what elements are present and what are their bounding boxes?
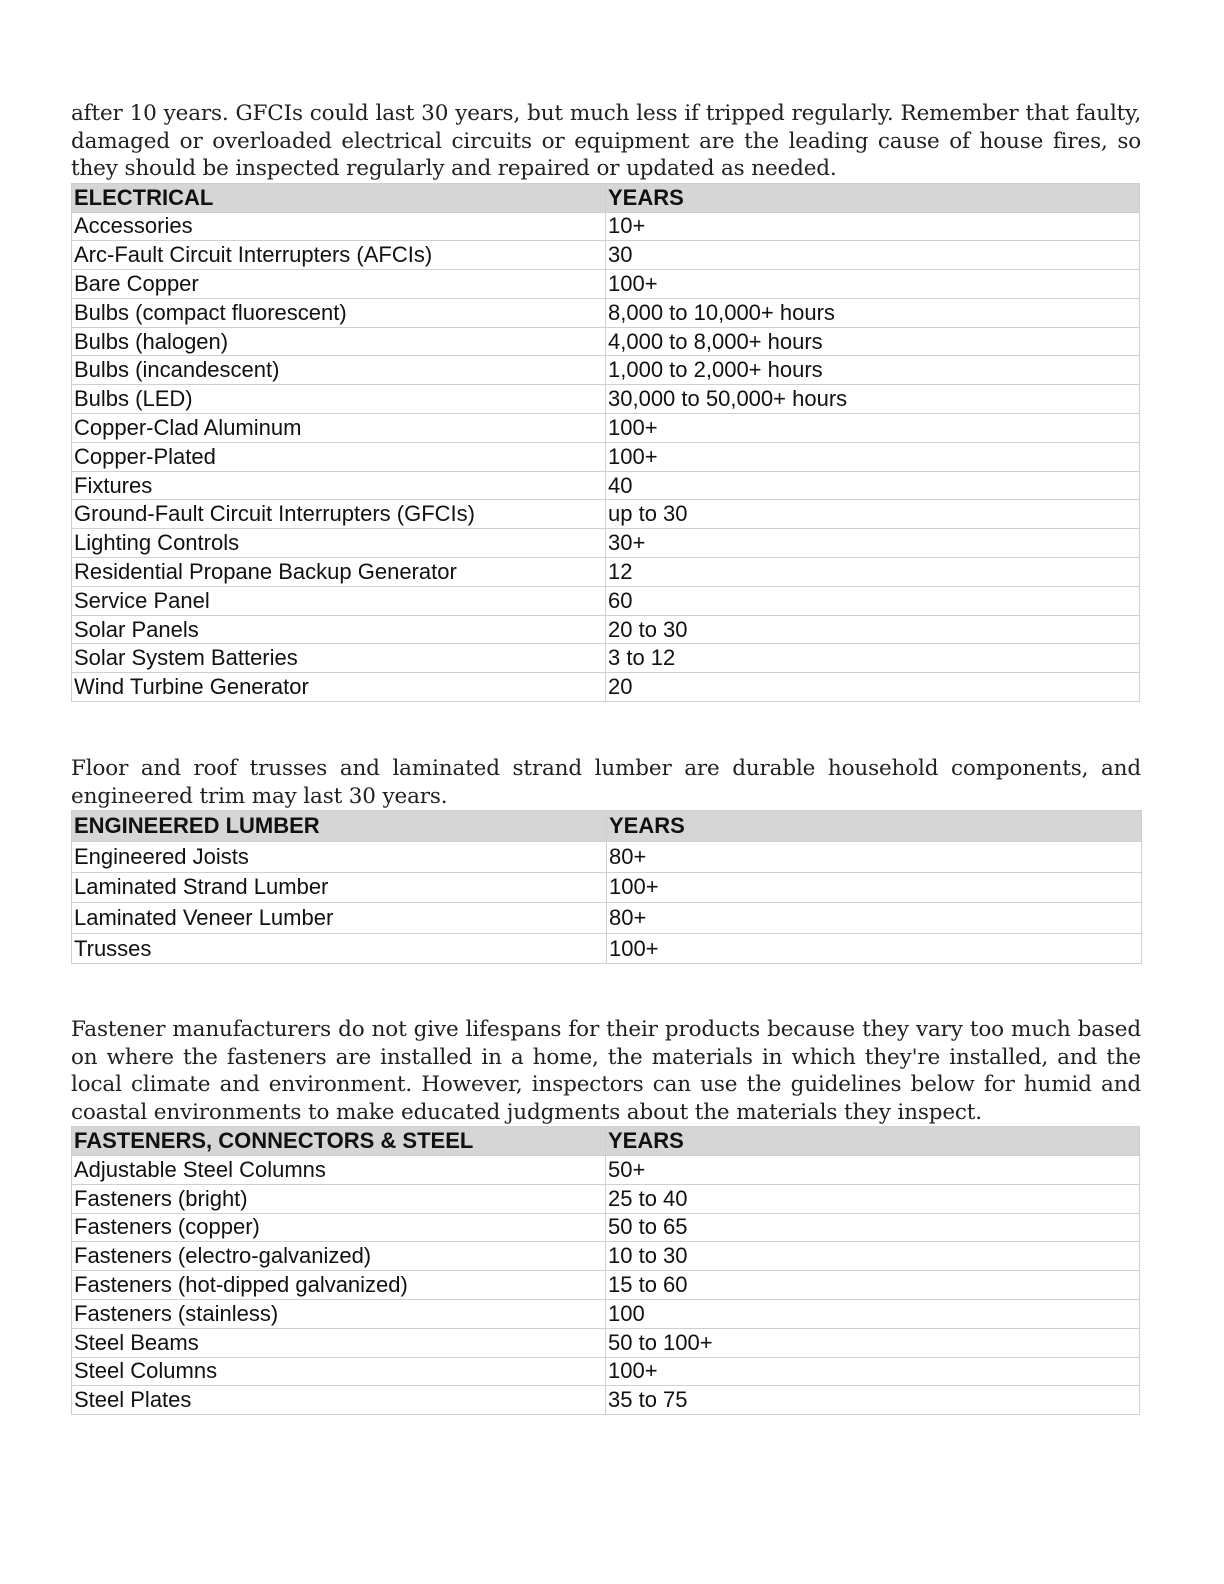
table-row <box>72 872 1142 903</box>
item-name-cell: Copper-Clad Aluminum <box>72 414 606 443</box>
table-row <box>72 1242 1140 1271</box>
years-cell: 50 to 65 <box>606 1213 1140 1242</box>
years-cell: 12 <box>606 558 1140 587</box>
table-row <box>72 385 1140 414</box>
column-header-category: FASTENERS, CONNECTORS & STEEL <box>72 1127 606 1156</box>
item-name-cell: Steel Beams <box>72 1328 606 1357</box>
table-row <box>72 933 1142 964</box>
years-cell: 30+ <box>606 529 1140 558</box>
years-cell: 100+ <box>606 442 1140 471</box>
years-cell: 3 to 12 <box>606 644 1140 673</box>
years-cell: 100+ <box>606 1357 1140 1386</box>
column-header-years: YEARS <box>606 183 1140 212</box>
electrical-intro-paragraph: after 10 years. GFCIs could last 30 years, but much less if tripped regularly. Remember that faulty, damaged or overloaded electrical circuits or equipment are the leading cause of house fires, so they should be inspected regularly and repaired or updated as needed. <box>71 101 1141 181</box>
item-name-cell: Fasteners (bright) <box>72 1184 606 1213</box>
table-row <box>72 1328 1140 1357</box>
years-cell: 1,000 to 2,000+ hours <box>606 356 1140 385</box>
electrical-section <box>71 100 1141 702</box>
table-row <box>72 1156 1140 1185</box>
table-row <box>72 212 1140 241</box>
table-row <box>72 356 1140 385</box>
item-name-cell: Fasteners (hot-dipped galvanized) <box>72 1271 606 1300</box>
item-name-cell: Service Panel <box>72 586 606 615</box>
engineered-lumber-section <box>71 755 1141 964</box>
years-cell: 40 <box>606 471 1140 500</box>
years-cell: 15 to 60 <box>606 1271 1140 1300</box>
years-cell: 50 to 100+ <box>606 1328 1140 1357</box>
column-header-years: YEARS <box>607 811 1142 842</box>
table-header-row <box>72 811 1142 842</box>
fasteners-intro-paragraph: Fastener manufacturers do not give lifespans for their products because they vary too much based on where the fasteners are installed in a home, the materials in which they're installed, and the local climate and environment. However, inspectors can use the guidelines below for humid and coastal environments to make educated judgments about the materials they inspect. <box>71 1017 1141 1125</box>
years-cell: 100+ <box>607 872 1142 903</box>
column-header-years: YEARS <box>606 1127 1140 1156</box>
years-cell: 30,000 to 50,000+ hours <box>606 385 1140 414</box>
engineered-lumber-intro-paragraph: Floor and roof trusses and laminated strand lumber are durable household components, and engineered trim may last 30 years. <box>71 756 1141 809</box>
item-name-cell: Steel Plates <box>72 1386 606 1415</box>
years-cell: 4,000 to 8,000+ hours <box>606 327 1140 356</box>
column-header-category: ENGINEERED LUMBER <box>72 811 607 842</box>
fasteners-table <box>71 1126 1140 1415</box>
item-name-cell: Bulbs (LED) <box>72 385 606 414</box>
years-cell: 80+ <box>607 903 1142 934</box>
item-name-cell: Laminated Veneer Lumber <box>72 903 607 934</box>
table-row <box>72 414 1140 443</box>
years-cell: 100 <box>606 1299 1140 1328</box>
table-row <box>72 673 1140 702</box>
years-cell: 35 to 75 <box>606 1386 1140 1415</box>
item-name-cell: Fasteners (copper) <box>72 1213 606 1242</box>
table-row <box>72 471 1140 500</box>
table-row <box>72 644 1140 673</box>
item-name-cell: Bare Copper <box>72 270 606 299</box>
item-name-cell: Fixtures <box>72 471 606 500</box>
table-row <box>72 1271 1140 1300</box>
item-name-cell: Accessories <box>72 212 606 241</box>
years-cell: 10+ <box>606 212 1140 241</box>
years-cell: 20 <box>606 673 1140 702</box>
years-cell: 100+ <box>606 270 1140 299</box>
item-name-cell: Arc-Fault Circuit Interrupters (AFCIs) <box>72 241 606 270</box>
engineered-lumber-table <box>71 810 1142 964</box>
item-name-cell: Bulbs (incandescent) <box>72 356 606 385</box>
item-name-cell: Trusses <box>72 933 607 964</box>
years-cell: 20 to 30 <box>606 615 1140 644</box>
table-row <box>72 903 1142 934</box>
table-row <box>72 327 1140 356</box>
years-cell: up to 30 <box>606 500 1140 529</box>
table-row <box>72 298 1140 327</box>
years-cell: 80+ <box>607 842 1142 873</box>
table-row <box>72 241 1140 270</box>
item-name-cell: Wind Turbine Generator <box>72 673 606 702</box>
item-name-cell: Adjustable Steel Columns <box>72 1156 606 1185</box>
item-name-cell: Solar Panels <box>72 615 606 644</box>
electrical-table <box>71 183 1140 703</box>
table-row <box>72 1213 1140 1242</box>
item-name-cell: Ground-Fault Circuit Interrupters (GFCIs) <box>72 500 606 529</box>
table-row <box>72 1357 1140 1386</box>
years-cell: 100+ <box>607 933 1142 964</box>
years-cell: 10 to 30 <box>606 1242 1140 1271</box>
years-cell: 60 <box>606 586 1140 615</box>
table-header-row <box>72 183 1140 212</box>
item-name-cell: Residential Propane Backup Generator <box>72 558 606 587</box>
item-name-cell: Bulbs (compact fluorescent) <box>72 298 606 327</box>
table-row <box>72 500 1140 529</box>
fasteners-section <box>71 1016 1141 1415</box>
item-name-cell: Laminated Strand Lumber <box>72 872 607 903</box>
table-row <box>72 842 1142 873</box>
item-name-cell: Solar System Batteries <box>72 644 606 673</box>
years-cell: 50+ <box>606 1156 1140 1185</box>
years-cell: 8,000 to 10,000+ hours <box>606 298 1140 327</box>
fasteners-table-body <box>72 1156 1140 1415</box>
item-name-cell: Copper-Plated <box>72 442 606 471</box>
item-name-cell: Lighting Controls <box>72 529 606 558</box>
item-name-cell: Fasteners (electro-galvanized) <box>72 1242 606 1271</box>
table-row <box>72 615 1140 644</box>
table-row <box>72 270 1140 299</box>
column-header-category: ELECTRICAL <box>72 183 606 212</box>
table-row <box>72 586 1140 615</box>
table-row <box>72 1184 1140 1213</box>
electrical-table-body <box>72 212 1140 702</box>
item-name-cell: Engineered Joists <box>72 842 607 873</box>
item-name-cell: Steel Columns <box>72 1357 606 1386</box>
table-row <box>72 1386 1140 1415</box>
item-name-cell: Fasteners (stainless) <box>72 1299 606 1328</box>
table-header-row <box>72 1127 1140 1156</box>
item-name-cell: Bulbs (halogen) <box>72 327 606 356</box>
years-cell: 100+ <box>606 414 1140 443</box>
table-row <box>72 442 1140 471</box>
years-cell: 25 to 40 <box>606 1184 1140 1213</box>
years-cell: 30 <box>606 241 1140 270</box>
engineered-lumber-table-body <box>72 842 1142 964</box>
table-row <box>72 529 1140 558</box>
table-row <box>72 1299 1140 1328</box>
table-row <box>72 558 1140 587</box>
